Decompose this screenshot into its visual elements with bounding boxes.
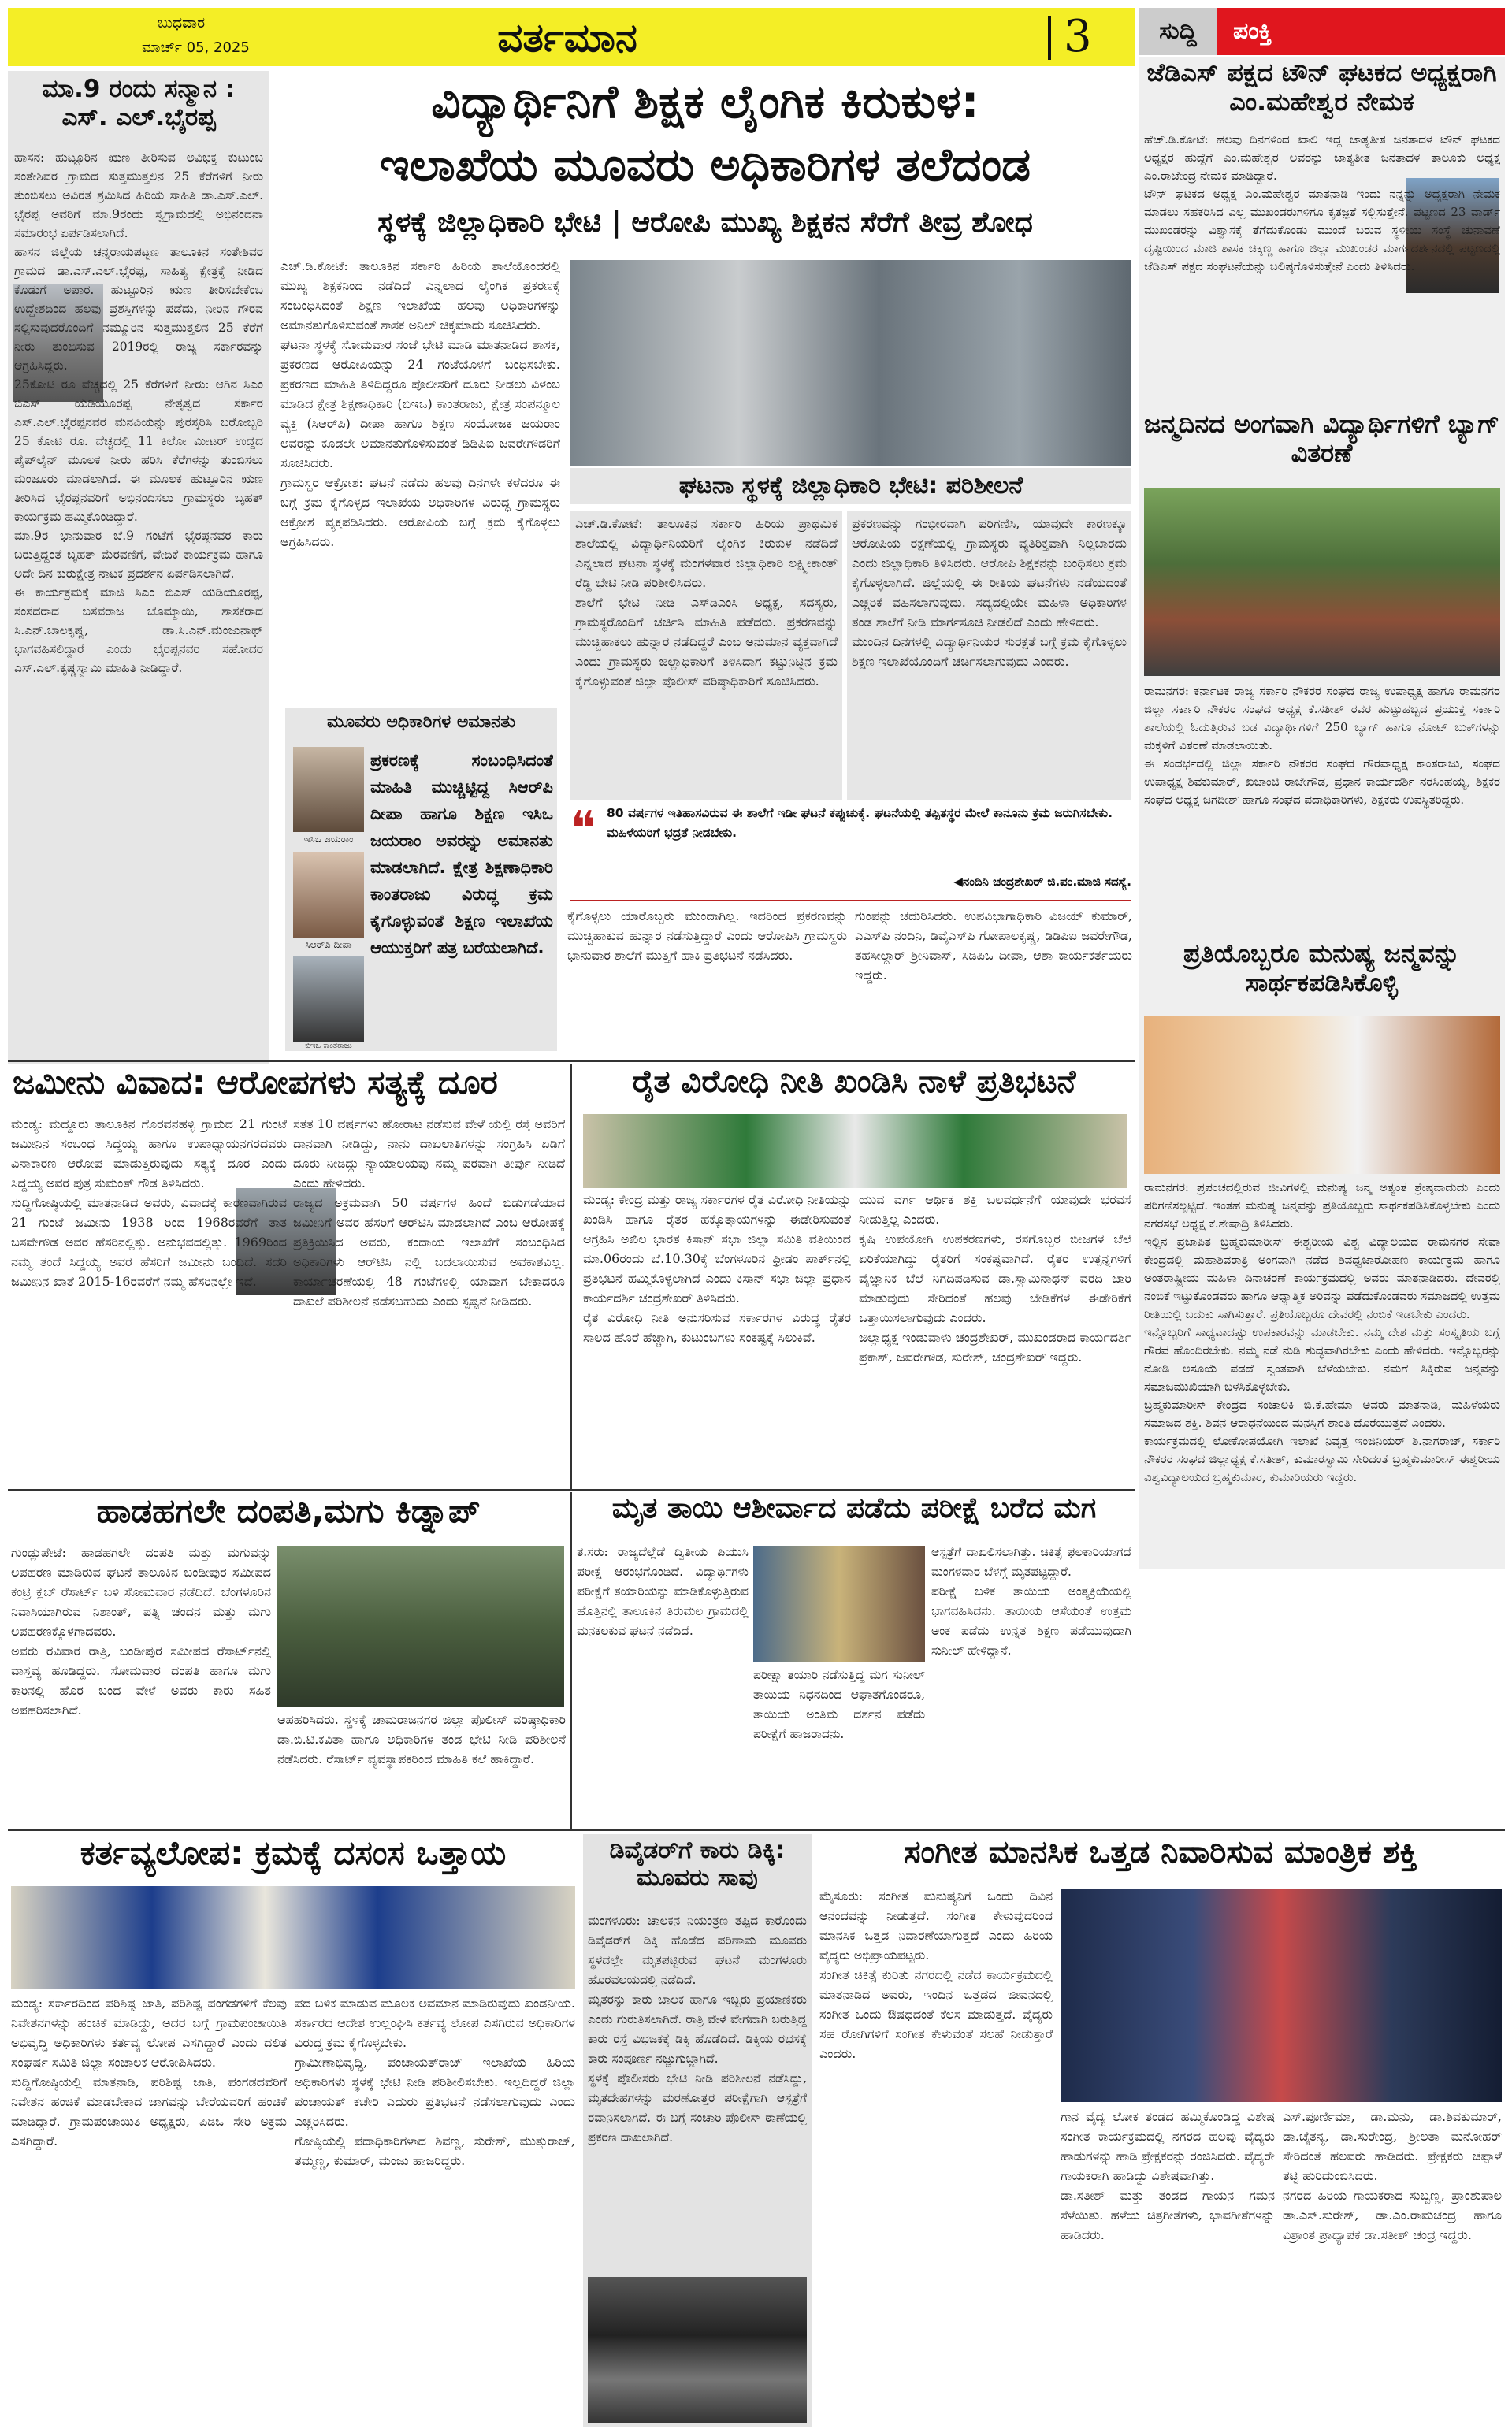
music-body-b: ಗಾನ ವೈದ್ಯ ಲೋಕ ತಂಡದ ಹಮ್ಮಿಕೊಂಡಿದ್ದ ವಿಶೇಷ ಸಂಗೀತ ಕಾರ್ಯಕ್ರಮದಲ್ಲಿ ನಗರದ ಹಲವು ವೈದ್ಯರು ಹಾಡುಗಳನ್ನು ಹಾಡಿ ಪ್ರೇಕ್ಷಕರನ್ನು ರಂಜಿಸಿದರು. ವೈದ್ಯರೇ ಗಾಯಕರಾಗಿ ಹಾಡಿದ್ದು ವಿಶೇಷವಾಗಿತ್ತು. ಡಾ.ಸತೀಶ್ ಮತ್ತು ತಂಡದ ಗಾಯನ ಗಮನ ಸೆಳೆಯಿತು. ಹಳೆಯ ಚಿತ್ರಗೀತೆಗಳು, ಭಾವಗೀತೆಗಳನ್ನು ಹಾಡಿದರು. xyxy=(1061,2109,1275,2242)
kartavya-body-b: ಪದ ಬಳಿಕ ಮಾಡುವ ಮೂಲಕ ಅವಮಾನ ಮಾಡಿರುವುದು ಖಂಡನೀಯ. ಸರ್ಕಾರದ ಆದೇಶ ಉಲ್ಲಂಘಿಸಿ ಕರ್ತವ್ಯ ಲೋಪ ಎಸಗಿರುವ ಅಧಿಕಾರಿಗಳ ವಿರುದ್ಧ ಕ್ರಮ ಕೈಗೊಳ್ಳಬೇಕು. ಗ್ರಾಮೀಣಾಭಿವೃದ್ಧಿ, ಪಂಚಾಯತ್‌ರಾಜ್ ಇಲಾಖೆಯ ಹಿರಿಯ ಅಧಿಕಾರಿಗಳು ಸ್ಥಳಕ್ಕೆ ಭೇಟಿ ನೀಡಿ ಪರಿಶೀಲಿಸಬೇಕು. ಇಲ್ಲದಿದ್ದರೆ ಜಿಲ್ಲಾ ಪಂಚಾಯತ್ ಕಚೇರಿ ಎದುರು ಪ್ರತಿಭಟನೆ ನಡೆಸಲಾಗುವುದು ಎಂದು ಎಚ್ಚರಿಸಿದರು. ಗೋಷ್ಠಿಯಲ್ಲಿ ಪದಾಧಿಕಾರಿಗಳಾದ ಶಿವಣ್ಣ, ಸುರೇಶ್, ಮುತ್ತುರಾಜ್, ತಮ್ಮಣ್ಣ, ಕುಮಾರ್, ಮಂಜು ಹಾಜರಿದ್ದರು. xyxy=(295,1996,575,2168)
kidnap-body-b: ಅಪಹರಿಸಿದರು. ಸ್ಥಳಕ್ಕೆ ಚಾಮರಾಜನಗರ ಜಿಲ್ಲಾ ಪೊಲೀಸ್ ವರಿಷ್ಠಾಧಿಕಾರಿ ಡಾ.ಬಿ.ಟಿ.ಕವಿತಾ ಹಾಗೂ ಅಧಿಕಾರಿಗಳ ತಂಡ ಭೇಟಿ ನೀಡಿ ಪರಿಶೀಲನೆ ನಡೆಸಿದರು. ರೆಸಾರ್ಟ್ ವ್ಯವಸ್ಥಾಪಕರಿಂದ ಮಾಹಿತಿ ಕಲೆ ಹಾಕಿದ್ದಾರೆ. xyxy=(277,1712,566,1766)
masthead-title: ವರ್ತಮಾನ xyxy=(497,15,637,61)
masthead-date: ಮಾರ್ಚ್ 05, 2025 xyxy=(142,39,250,56)
official-photo-3 xyxy=(293,956,364,1042)
music-headline: ಸಂಗೀತ ಮಾನಸಿಕ ಒತ್ತಡ ನಿವಾರಿಸುವ ಮಾಂತ್ರಿಕ ಶಕ್ತಿ xyxy=(904,1834,1417,1870)
bday-photo xyxy=(1144,488,1500,676)
quote-rule xyxy=(570,900,1131,901)
exam-body-a: ತ.ಸರು: ರಾಜ್ಯದೆಲ್ಲೆಡೆ ದ್ವಿತೀಯ ಪಿಯುಸಿ ಪರೀಕ್ಷೆ ಆರಂಭಗೊಂಡಿದೆ. ವಿದ್ಯಾರ್ಥಿಗಳು ಪರೀಕ್ಷೆಗೆ ತಯಾರಿಯನ್ನು ಮಾಡಿಕೊಳ್ಳುತ್ತಿರುವ ಹೊತ್ತಿನಲ್ಲಿ ತಾಲೂಕಿನ ತಿರುಮಲ ಗ್ರಾಮದಲ್ಲಿ ಮನಕಲಕುವ ಘಟನೆ ನಡೆದಿದೆ. xyxy=(577,1545,749,1638)
bday-headline: ಜನ್ಮದಿನದ ಅಂಗವಾಗಿ ವಿದ್ಯಾರ್ಥಿಗಳಿಗೆ ಬ್ಯಾಗ್ ವಿತರಣೆ xyxy=(1144,410,1499,468)
lead-headline-2: ಇಲಾಖೆಯ ಮೂವರು ಅಧಿಕಾರಿಗಳ ತಲೆದಂಡ xyxy=(379,139,1031,191)
official-caption-2: ಸಿಆರ್‌ಪಿ ದೀಪಾ xyxy=(305,939,352,950)
quote-mark-icon: ❝ xyxy=(570,808,596,849)
official-photo-2 xyxy=(293,852,364,938)
exam-photo xyxy=(753,1546,925,1662)
accident-photo xyxy=(588,2277,807,2423)
section-tag-a: ಸುದ್ದಿ xyxy=(1139,8,1217,55)
page-number: 3 xyxy=(1064,11,1092,62)
bday-body: ರಾಮನಗರ: ಕರ್ನಾಟಕ ರಾಜ್ಯ ಸರ್ಕಾರಿ ನೌಕರರ ಸಂಘದ ರಾಜ್ಯ ಉಪಾಧ್ಯಕ್ಷ ಹಾಗೂ ರಾಮನಗರ ಜಿಲ್ಲಾ ಸರ್ಕಾರಿ ನೌಕರರ ಸಂಘದ ಅಧ್ಯಕ್ಷ ಕೆ.ಸತೀಶ್ ರವರ ಹುಟ್ಟುಹಬ್ಬದ ಪ್ರಯುಕ್ತ ಸರ್ಕಾರಿ ಶಾಲೆಯಲ್ಲಿ ಓದುತ್ತಿರುವ ಬಡ ವಿದ್ಯಾರ್ಥಿಗಳಿಗೆ 250 ಬ್ಯಾಗ್ ಹಾಗೂ ನೋಟ್ ಬುಕ್‌ಗಳನ್ನು ಮಕ್ಕಳಿಗೆ ವಿತರಣೆ ಮಾಡಲಾಯಿತು. ಈ ಸಂದರ್ಭದಲ್ಲಿ ಜಿಲ್ಲಾ ಸರ್ಕಾರಿ ನೌಕರರ ಸಂಘದ ಗೌರವಾಧ್ಯಕ್ಷ ಕಾಂತರಾಜು, ಸಂಘದ ಉಪಾಧ್ಯಕ್ಷ ಶಿವಕುಮಾರ್, ಖಜಾಂಚಿ ರಾಜೇಗೌಡ, ಪ್ರಧಾನ ಕಾರ್ಯದರ್ಶಿ ನರಸಿಂಹಯ್ಯ, ಶಿಕ್ಷಕರ ಸಂಘದ ಅಧ್ಯಕ್ಷ ಜಗದೀಶ್ ಹಾಗೂ ಸಂಘದ ಪದಾಧಿಕಾರಿಗಳು, ಶಿಕ್ಷಕರು ಉಪಸ್ಥಿತರಿದ್ದರು. xyxy=(1144,684,1500,807)
kidnap-headline: ಹಾಡಹಗಲೇ ದಂಪತಿ,ಮಗು ಕಿಡ್ನಾಪ್ xyxy=(96,1492,481,1530)
official-photo-1 xyxy=(293,747,364,832)
farmer-headline: ರೈತ ವಿರೋಧಿ ನೀತಿ ಖಂಡಿಸಿ ನಾಳೆ ಪ್ರತಿಭಟನೆ xyxy=(632,1064,1076,1100)
row3-rule xyxy=(8,1489,1135,1491)
farmer-body-a: ಮಂಡ್ಯ: ಕೇಂದ್ರ ಮತ್ತು ರಾಜ್ಯ ಸರ್ಕಾರಗಳ ರೈತ ವಿರೋಧಿ ನೀತಿಯನ್ನು ಖಂಡಿಸಿ ಹಾಗೂ ರೈತರ ಹಕ್ಕೊತ್ತಾಯಗಳನ್ನು ಈಡೇರಿಸುವಂತೆ ಆಗ್ರಹಿಸಿ ಅಖಿಲ ಭಾರತ ಕಿಸಾನ್ ಸಭಾ ಜಿಲ್ಲಾ ಸಮಿತಿ ವತಿಯಿಂದ ಮಾ.06ರಂದು ಬೆ.10.30ಕ್ಕೆ ಬೆಂಗಳೂರಿನ ಫ್ರೀಡಂ ಪಾರ್ಕ್‌ನಲ್ಲಿ ಪ್ರತಿಭಟನೆ ಹಮ್ಮಿಕೊಳ್ಳಲಾಗಿದೆ ಎಂದು ಕಿಸಾನ್ ಸಭಾ ಜಿಲ್ಲಾ ಪ್ರಧಾನ ಕಾರ್ಯದರ್ಶಿ ಚಂದ್ರಶೇಖರ್ ತಿಳಿಸಿದರು. ರೈತ ವಿರೋಧಿ ನೀತಿ ಅನುಸರಿಸುವ ಸರ್ಕಾರಗಳ ವಿರುದ್ಧ ರೈತರ ಸಾಲದ ಹೊರೆ ಹೆಚ್ಚಾಗಿ, ಕುಟುಂಬಗಳು ಸಂಕಷ್ಟಕ್ಕೆ ಸಿಲುಕಿವೆ. xyxy=(583,1192,851,1345)
exam-headline: ಮೃತ ತಾಯಿ ಆಶೀರ್ವಾದ ಪಡೆದು ಪರೀಕ್ಷೆ ಬರೆದ ಮಗ xyxy=(611,1492,1097,1525)
official-caption-1: ಇಸಿಒ ಜಯರಾಂ xyxy=(303,834,354,845)
row2-vrule xyxy=(570,1064,572,1489)
lead-col4: ಕೈಗೊಳ್ಳಲು ಯಾರೊಬ್ಬರು ಮುಂದಾಗಿಲ್ಲ. ಇದರಿಂದ ಪ್ರಕರಣವನ್ನು ಮುಚ್ಚಿಹಾಕುವ ಹುನ್ನಾರ ನಡೆಸುತ್ತಿದ್ದಾರೆ ಎಂದು ಆರೋಪಿಸಿ ಗ್ರಾಮಸ್ಥರು ಭಾನುವಾರ ಶಾಲೆಗೆ ಮುತ್ತಿಗೆ ಹಾಕಿ ಪ್ರತಿಭಟನೆ ನಡೆಸಿದರು. xyxy=(567,908,847,963)
land-body-a: ಮಂಡ್ಯ: ಮದ್ದೂರು ತಾಲೂಕಿನ ಗೊರವನಹಳ್ಳಿ ಗ್ರಾಮದ 21 ಗುಂಟೆ ಜಮೀನಿನ ಸಂಬಂಧ ಸಿದ್ದಯ್ಯ ಹಾಗೂ ಉಪಾಧ್ಯಾಯನಗರದವರು ವಿನಾಕಾರಣ ಆರೋಪ ಮಾಡುತ್ತಿರುವುದು ಸತ್ಯಕ್ಕೆ ದೂರ ಎಂದು ಸಿದ್ದಯ್ಯ ಅವರ ಪುತ್ರ ಸುಮಂತ್ ಗೌಡ ತಿಳಿಸಿದರು. ಸುದ್ದಿಗೋಷ್ಠಿಯಲ್ಲಿ ಮಾತನಾಡಿದ ಅವರು, ವಿವಾದಕ್ಕೆ ಕಾರಣವಾಗಿರುವ 21 ಗುಂಟೆ ಜಮೀನು 1938 ರಿಂದ 1968ರವರೆಗೆ ತಾತ ಬಸವೇಗೌಡ ಅವರ ಹೆಸರಿನಲ್ಲಿತ್ತು. ಅನುಭವದಲ್ಲಿತ್ತು. 1969ರಿಂದ ನಮ್ಮ ತಂದೆ ಸಿದ್ದಯ್ಯ ಅವರ ಹೆಸರಿಗೆ ಜಮೀನು ಬಂದಿದೆ. ಸದರಿ ಜಮೀನಿನ ಖಾತೆ 2015-16ರವರೆಗೆ ನಮ್ಮ ಹೆಸರಿನಲ್ಲೇ ಇದೆ. xyxy=(11,1116,287,1289)
row2-rule xyxy=(8,1060,1135,1062)
exam-body-c: ಆಸ್ಪತ್ರೆಗೆ ದಾಖಲಿಸಲಾಗಿತ್ತು. ಚಿಕಿತ್ಸೆ ಫಲಕಾರಿಯಾಗದೆ ಮಂಗಳವಾರ ಬೆಳಗ್ಗೆ ಮೃತಪಟ್ಟಿದ್ದಾರೆ. ಪರೀಕ್ಷೆ ಬಳಿಕ ತಾಯಿಯ ಅಂತ್ಯಕ್ರಿಯೆಯಲ್ಲಿ ಭಾಗವಹಿಸಿದನು. ತಾಯಿಯ ಆಸೆಯಂತೆ ಉತ್ತಮ ಅಂಕ ಪಡೆದು ಉನ್ನತ ಶಿಕ್ಷಣ ಪಡೆಯುವುದಾಗಿ ಸುನೀಲ್ ಹೇಳಿದ್ದಾನೆ. xyxy=(931,1545,1131,1658)
divider-headline: ಡಿವೈಡರ್‌ಗೆ ಕಾರು ಡಿಕ್ಕಿ: ಮೂವರು ಸಾವು xyxy=(609,1837,786,1892)
sanmana-body: ಹಾಸನ: ಹುಟ್ಟೂರಿನ ಋಣ ತೀರಿಸುವ ಅವಿಭಕ್ತ ಕುಟುಂಬ ಸಂತೇಶಿವರ ಗ್ರಾಮದ ಸುತ್ತಮುತ್ತಲಿನ 25 ಕೆರೆಗಳಿಗೆ ನೀರು ತುಂಬಿಸಲು ಅವಿರತ ಶ್ರಮಿಸಿದ ಹಿರಿಯ ಸಾಹಿತಿ ಡಾ.ಎಸ್.ಎಲ್. ಭೈರಪ್ಪ ಅವರಿಗೆ ಮಾ.9ರಂದು ಸ್ವಗ್ರಾಮದಲ್ಲಿ ಅಭಿನಂದನಾ ಸಮಾರಂಭ ಏರ್ಪಡಿಸಲಾಗಿದೆ. ಹಾಸನ ಜಿಲ್ಲೆಯ ಚನ್ನರಾಯಪಟ್ಟಣ ತಾಲೂಕಿನ ಸಂತೇಶಿವರ ಗ್ರಾಮದ ಡಾ.ಎಸ್.ಎಲ್.ಭೈರಪ್ಪ, ಸಾಹಿತ್ಯ ಕ್ಷೇತ್ರಕ್ಕೆ ನೀಡಿದ ಕೊಡುಗೆ ಅಪಾರ. ಹುಟ್ಟೂರಿನ ಋಣ ತೀರಿಸಬೇಕೆಂಬ ಉದ್ದೇಶದಿಂದ ಹಲವು ಪ್ರಶಸ್ತಿಗಳನ್ನು ಪಡೆದು, ನೀರಿನ ಗೌರವ ಸಲ್ಲಿಸುವುದರೊಂದಿಗೆ ನಮ್ಮೂರಿನ ಸುತ್ತಮುತ್ತಲಿನ 25 ಕೆರೆಗೆ ನೀರು ತುಂಬಿಸುವ 2019ರಲ್ಲಿ ರಾಜ್ಯ ಸರ್ಕಾರವನ್ನು ಆಗ್ರಹಿಸಿದ್ದರು. 25ಕೋಟಿ ರೂ ವೆಚ್ಚದಲ್ಲಿ 25 ಕೆರೆಗಳಿಗೆ ನೀರು: ಆಗಿನ ಸಿಎಂ ಬಿಎಸ್ ಯಡಿಯೂರಪ್ಪ ನೇತೃತ್ವದ ಸರ್ಕಾರ ಎಸ್.ಎಲ್.ಭೈರಪ್ಪನವರ ಮನವಿಯನ್ನು ಪುರಸ್ಕರಿಸಿ ಬರೋಬ್ಬರಿ 25 ಕೋಟಿ ರೂ. ವೆಚ್ಚದಲ್ಲಿ 11 ಕಿಲೋ ಮೀಟರ್ ಉದ್ದದ ಪೈಪ್‌ಲೈನ್ ಮೂಲಕ ನೀರು ಹರಿಸಿ ಕೆರೆಗಳನ್ನು ತುಂಬಿಸಲು ಮಂಜೂರು ಮಾಡಲಾಗಿದೆ. ಈ ಮೂಲಕ ಹುಟ್ಟೂರಿನ ಋಣ ತೀರಿಸಿದ ಭೈರಪ್ಪನವರಿಗೆ ಅಭಿನಂದಿಸಲು ಗ್ರಾಮಸ್ಥರು ಬೃಹತ್ ಕಾರ್ಯಕ್ರಮ ಹಮ್ಮಿಕೊಂಡಿದ್ದಾರೆ. ಮಾ.9ರ ಭಾನುವಾರ ಬೆ.9 ಗಂಟೆಗೆ ಭೈರಪ್ಪನವರ ಕಾರು ಬರುತ್ತಿದ್ದಂತೆ ಬೃಹತ್ ಮೆರವಣಿಗೆ, ವೇದಿಕೆ ಕಾರ್ಯಕ್ರಮ ಹಾಗೂ ಅದೇ ದಿನ ಕುರುಕ್ಷೇತ್ರ ನಾಟಕ ಪ್ರದರ್ಶನ ಏರ್ಪಡಿಸಲಾಗಿದೆ. ಈ ಕಾರ್ಯಕ್ರಮಕ್ಕೆ ಮಾಜಿ ಸಿಎಂ ಬಿಎಸ್ ಯಡಿಯೂರಪ್ಪ, ಸಂಸದರಾದ ಬಸವರಾಜ ಬೊಮ್ಮಾಯಿ, ಶಾಸಕರಾದ ಸಿ.ಎನ್.ಬಾಲಕೃಷ್ಣ, ಡಾ.ಸಿ.ಎನ್.ಮಂಜುನಾಥ್ ಭಾಗವಹಿಸಲಿದ್ದಾರೆ ಎಂದು ಭೈರಪ್ಪನವರ ಸಹೋದರ ಎಸ್.ಎಲ್.ಕೃಷ್ಣಸ್ವಾಮಿ ಮಾಹಿತಿ ನೀಡಿದ್ದಾರೆ. xyxy=(14,150,263,675)
row4-rule xyxy=(8,1829,1505,1831)
lead-col2: ಎಚ್.ಡಿ.ಕೋಟೆ: ತಾಲೂಕಿನ ಸರ್ಕಾರಿ ಹಿರಿಯ ಪ್ರಾಥಮಿಕ ಶಾಲೆಯಲ್ಲಿ ವಿದ್ಯಾರ್ಥಿನಿಯರಿಗೆ ಲೈಂಗಿಕ ಕಿರುಕುಳ ನಡೆದಿದೆ ಎನ್ನಲಾದ ಘಟನಾ ಸ್ಥಳಕ್ಕೆ ಮಂಗಳವಾರ ಜಿಲ್ಲಾಧಿಕಾರಿ ಲಕ್ಷ್ಮೀಕಾಂತ್ ರೆಡ್ಡಿ ಭೇಟಿ ನೀಡಿ ಪರಿಶೀಲಿಸಿದರು. ಶಾಲೆಗೆ ಭೇಟಿ ನೀಡಿ ಎಸ್‌ಡಿಎಂಸಿ ಅಧ್ಯಕ್ಷ, ಸದಸ್ಯರು, ಗ್ರಾಮಸ್ಥರೊಂದಿಗೆ ಚರ್ಚಿಸಿ ಮಾಹಿತಿ ಪಡೆದರು. ಪ್ರಕರಣವನ್ನು ಮುಚ್ಚಿಹಾಕಲು ಹುನ್ನಾರ ನಡೆದಿದ್ದರೆ ಎಂಬ ಅನುಮಾನ ವ್ಯಕ್ತವಾಗಿದೆ ಎಂದು ಗ್ರಾಮಸ್ಥರು ಜಿಲ್ಲಾಧಿಕಾರಿಗೆ ತಿಳಿಸಿದಾಗ ಕಟ್ಟುನಿಟ್ಟಿನ ಕ್ರಮ ಕೈಗೊಳ್ಳುವಂತೆ ಜಿಲ್ಲಾ ಪೊಲೀಸ್ ವರಿಷ್ಠಾಧಿಕಾರಿಗೆ ಸೂಚಿಸಿದರು. xyxy=(570,511,842,800)
lead-quote: 80 ವರ್ಷಗಳ ಇತಿಹಾಸವಿರುವ ಈ ಶಾಲೆಗೆ ಇಡೀ ಘಟನೆ ಕಪ್ಪುಚುಕ್ಕೆ. ಘಟನೆಯಲ್ಲಿ ತಪ್ಪಿತಸ್ಥರ ಮೇಲೆ ಕಾನೂನು ಕ್ರಮ ಜರುಗಿಸಬೇಕು. ಮಹಿಳೆಯರಿಗೆ ಭದ್ರತೆ ನೀಡಬೇಕು. xyxy=(607,806,1113,840)
lead-subhead: ಸ್ಥಳಕ್ಕೆ ಜಿಲ್ಲಾಧಿಕಾರಿ ಭೇಟಿ | ಆರೋಪಿ ಮುಖ್ಯ ಶಿಕ್ಷಕನ ಸೆರೆಗೆ ತೀವ್ರ ಶೋಧ xyxy=(377,206,1033,239)
resort-photo xyxy=(277,1546,564,1707)
lead-photo-caption: ಘಟನಾ ಸ್ಥಳಕ್ಕೆ ಜಿಲ್ಲಾಧಿಕಾರಿ ಭೇಟಿ: ಪರಿಶೀಲನೆ xyxy=(570,468,1131,504)
life-body: ರಾಮನಗರ: ಪ್ರಪಂಚದಲ್ಲಿರುವ ಜೀವಿಗಳಲ್ಲಿ ಮನುಷ್ಯ ಜನ್ಮ ಅತ್ಯಂತ ಶ್ರೇಷ್ಠವಾದುದು ಎಂದು ಪರಿಗಣಿಸಲ್ಪಟ್ಟಿದೆ. ಇಂತಹ ಮನುಷ್ಯ ಜನ್ಮವನ್ನು ಪ್ರತಿಯೊಬ್ಬರು ಸಾರ್ಥಕಪಡಿಸಿಕೊಳ್ಳಬೇಕು ಎಂದು ನಗರಸಭೆ ಅಧ್ಯಕ್ಷ ಕೆ.ಶೇಷಾದ್ರಿ ತಿಳಿಸಿದರು. ಇಲ್ಲಿನ ಪ್ರಜಾಪಿತ ಬ್ರಹ್ಮಕುಮಾರೀಸ್ ಈಶ್ವರೀಯ ವಿಶ್ವ ವಿದ್ಯಾಲಯದ ರಾಮನಗರ ಸೇವಾ ಕೇಂದ್ರದಲ್ಲಿ ಮಹಾಶಿವರಾತ್ರಿ ಅಂಗವಾಗಿ ನಡೆದ ಶಿವಧ್ವಜಾರೋಹಣ ಕಾರ್ಯಕ್ರಮ ಹಾಗೂ ಅಂತರಾಷ್ಟ್ರೀಯ ಮಹಿಳಾ ದಿನಾಚರಣೆ ಕಾರ್ಯಕ್ರಮದಲ್ಲಿ ಅವರು ಮಾತನಾಡಿದರು. ದೇವರಲ್ಲಿ ನಂಬಿಕೆ ಇಟ್ಟುಕೊಂಡವರು ಹಾಗೂ ಆಧ್ಯಾತ್ಮಿಕ ಅರಿವನ್ನು ಪಡೆದುಕೊಂಡವರು ಸಮಾಜದಲ್ಲಿ ಉತ್ತಮ ರೀತಿಯಲ್ಲಿ ಬದುಕು ಸಾಗಿಸುತ್ತಾರೆ. ಪ್ರತಿಯೊಬ್ಬರೂ ದೇವರಲ್ಲಿ ನಂಬಿಕೆ ಇಡಬೇಕು ಎಂದರು. ಇನ್ನೊಬ್ಬರಿಗೆ ಸಾಧ್ಯವಾದಷ್ಟು ಉಪಕಾರವನ್ನು ಮಾಡಬೇಕು. ನಮ್ಮ ದೇಶ ಮತ್ತು ಸಂಸ್ಕೃತಿಯ ಬಗ್ಗೆ ಗೌರವ ಹೊಂದಿರಬೇಕು. ನಮ್ಮ ನಡೆ ನುಡಿ ಶುದ್ಧವಾಗಿರಬೇಕು ಎಂದು ಹೇಳಿದರು. ಇನ್ನೊಬ್ಬರನ್ನು ನೋಡಿ ಅಸೂಯೆ ಪಡದೆ ಸ್ವಂತವಾಗಿ ಬೆಳೆಯಬೇಕು. ನಮಗೆ ಸಿಕ್ಕಿರುವ ಜನ್ಮವನ್ನು ಸಮಾಜಮುಖಿಯಾಗಿ ಬಳಸಿಕೊಳ್ಳಬೇಕು. ಬ್ರಹ್ಮಕುಮಾರೀಸ್ ಕೇಂದ್ರದ ಸಂಚಾಲಕಿ ಬಿ.ಕೆ.ಹೇಮಾ ಅವರು ಮಾತನಾಡಿ, ಮಹಿಳೆಯರು ಸಮಾಜದ ಶಕ್ತಿ. ಶಿವನ ಆರಾಧನೆಯಿಂದ ಮನಸ್ಸಿಗೆ ಶಾಂತಿ ದೊರೆಯುತ್ತದೆ ಎಂದರು. ಕಾರ್ಯಕ್ರಮದಲ್ಲಿ ಲೋಕೋಪಯೋಗಿ ಇಲಾಖೆ ನಿವೃತ್ತ ಇಂಜಿನಿಯರ್ ಶಿ.ನಾಗರಾಜ್, ಸರ್ಕಾರಿ ನೌಕರರ ಸಂಘದ ಜಿಲ್ಲಾಧ್ಯಕ್ಷ ಕೆ.ಸತೀಶ್, ಕುಮಾರಸ್ವಾಮಿ ಸೇರಿದಂತೆ ಬ್ರಹ್ಮಕುಮಾರೀಸ್ ಈಶ್ವರೀಯ ವಿಶ್ವವಿದ್ಯಾಲಯದ ಬ್ರಹ್ಮಕುಮಾರ, ಕುಮಾರಿಯರು ಇದ್ದರು. xyxy=(1144,1180,1500,1484)
official-caption-3: ಬಿಇಒ ಕಾಂತರಾಜು xyxy=(305,1042,352,1050)
kartavya-photo xyxy=(11,1886,575,1989)
exam-body-b: ಪರೀಕ್ಷಾ ತಯಾರಿ ನಡೆಸುತ್ತಿದ್ದ ಮಗ ಸುನೀಲ್ ತಾಯಿಯ ನಿಧನದಿಂದ ಆಘಾತಗೊಂಡರೂ, ತಾಯಿಯ ಅಂತಿಮ ದರ್ಶನ ಪಡೆದು ಪರೀಕ್ಷೆಗೆ ಹಾಜರಾದನು. xyxy=(753,1668,925,1741)
kidnap-body-a: ಗುಂಡ್ಲುಪೇಟೆ: ಹಾಡಹಗಲೇ ದಂಪತಿ ಮತ್ತು ಮಗುವನ್ನು ಅಪಹರಣ ಮಾಡಿರುವ ಘಟನೆ ತಾಲೂಕಿನ ಬಂಡೀಪುರ ಸಮೀಪದ ಕಂಟ್ರಿ ಕ್ಲಬ್ ರೆಸಾರ್ಟ್ ಬಳಿ ಸೋಮವಾರ ನಡೆದಿದೆ. ಬೆಂಗಳೂರಿನ ನಿವಾಸಿಯಾಗಿರುವ ನಿಶಾಂತ್, ಪತ್ನಿ ಚಂದನ ಮತ್ತು ಮಗು ಅಪಹರಣಕ್ಕೊಳಗಾದವರು. ಅವರು ರವಿವಾರ ರಾತ್ರಿ, ಬಂಡೀಪುರ ಸಮೀಪದ ರೆಸಾರ್ಟ್‌ನಲ್ಲಿ ವಾಸ್ತವ್ಯ ಹೂಡಿದ್ದರು. ಸೋಮವಾರ ದಂಪತಿ ಹಾಗೂ ಮಗು ಕಾರಿನಲ್ಲಿ ಹೊರ ಬಂದ ವೇಳೆ ಅವರು ಕಾರು ಸಹಿತ ಅಪಹರಿಸಲಾಗಿದೆ. xyxy=(11,1545,271,1718)
lead-photo xyxy=(570,260,1131,466)
kartavya-body-a: ಮಂಡ್ಯ: ಸರ್ಕಾರದಿಂದ ಪರಿಶಿಷ್ಟ ಜಾತಿ, ಪರಿಶಿಷ್ಟ ಪಂಗಡಗಳಿಗೆ ಕೆಲವು ನಿವೇಶನಗಳನ್ನು ಹಂಚಿಕೆ ಮಾಡಿದ್ದು, ಅದರ ಬಗ್ಗೆ ಗ್ರಾಮಪಂಚಾಯಿತಿ ಅಭಿವೃದ್ಧಿ ಅಧಿಕಾರಿಗಳು ಕರ್ತವ್ಯ ಲೋಪ ಎಸಗಿದ್ದಾರೆ ಎಂದು ದಲಿತ ಸಂಘರ್ಷ ಸಮಿತಿ ಜಿಲ್ಲಾ ಸಂಚಾಲಕ ಆರೋಪಿಸಿದರು. ಸುದ್ದಿಗೋಷ್ಠಿಯಲ್ಲಿ ಮಾತನಾಡಿ, ಪರಿಶಿಷ್ಟ ಜಾತಿ, ಪಂಗಡದವರಿಗೆ ನಿವೇಶನ ಹಂಚಿಕೆ ಮಾಡಬೇಕಾದ ಜಾಗವನ್ನು ಬೇರೆಯವರಿಗೆ ಹಂಚಿಕೆ ಮಾಡಿದ್ದಾರೆ. ಗ್ರಾಮಪಂಚಾಯಿತಿ ಅಧ್ಯಕ್ಷರು, ಪಿಡಿಒ ಸೇರಿ ಅಕ್ರಮ ಎಸಗಿದ್ದಾರೆ. xyxy=(11,1996,287,2149)
land-body-b: ಸತತ 10 ವರ್ಷಗಳು ಹೋರಾಟ ನಡೆಸುವ ವೇಳೆ ಯಲ್ಲಿ ರಸ್ತೆ ಅವರಿಗೆ ದಾನವಾಗಿ ನೀಡಿದ್ದು, ನಾನು ದಾಖಲಾತಿಗಳನ್ನು ಸಂಗ್ರಹಿಸಿ ಏಡಿಗೆ ದೂರು ನೀಡಿದ್ದು ನ್ಯಾಯಾಲಯವು ನಮ್ಮ ಪರವಾಗಿ ತೀರ್ಪು ನೀಡಿದೆ ಎಂದು ಹೇಳಿದರು. ರಾಜ್ಯದ ಅಕ್ರಮವಾಗಿ 50 ವರ್ಷಗಳ ಹಿಂದೆ ಬಿಡುಗಡೆಯಾದ ಜಮೀನಿಗೆ ಅವರ ಹೆಸರಿಗೆ ಆರ್‌ಟಿಸಿ ಮಾಡಲಾಗಿದೆ ಎಂಬ ಆರೋಪಕ್ಕೆ ಪ್ರತಿಕ್ರಿಯಿಸಿದ ಅವರು, ಕಂದಾಯ ಇಲಾಖೆಗೆ ಸಂಬಂಧಿಸಿದ ಅಧಿಕಾರಿಗಳು ಆರ್‌ಟಿಸಿ ನಲ್ಲಿ ಬದಲಾಯಿಸುವ ಅವಕಾಶವಿಲ್ಲ. ಕಾರ್ಯಾಚರಣೆಯಲ್ಲಿ 48 ಗಂಟೆಗಳಲ್ಲಿ ಯಾವಾಗ ಬೇಕಾದರೂ ದಾಖಲೆ ಪರಿಶೀಲನೆ ನಡೆಸಬಹುದು ಎಂದು ಸ್ಪಷ್ಟನೆ ನೀಡಿದರು. xyxy=(293,1116,565,1309)
masthead-day: ಬುಧವಾರ xyxy=(158,14,206,32)
suspend-body: ಪ್ರಕರಣಕ್ಕೆ ಸಂಬಂಧಿಸಿದಂತೆ ಮಾಹಿತಿ ಮುಚ್ಚಿಟ್ಟಿದ್ದ ಸಿಆರ್‌ಪಿ ದೀಪಾ ಹಾಗೂ ಶಿಕ್ಷಣ ಇಸಿಒ ಜಯರಾಂ ಅವರನ್ನು ಅಮಾನತು ಮಾಡಲಾಗಿದೆ. ಕ್ಷೇತ್ರ ಶಿಕ್ಷಣಾಧಿಕಾರಿ ಕಾಂತರಾಜು ವಿರುದ್ಧ ಕ್ರಮ ಕೈಗೊಳ್ಳುವಂತೆ ಶಿಕ್ಷಣ ಇಲಾಖೆಯ ಆಯುಕ್ತರಿಗೆ ಪತ್ರ ಬರೆಯಲಾಗಿದೆ. xyxy=(370,751,553,957)
divider-body: ಮಂಗಳೂರು: ಚಾಲಕನ ನಿಯಂತ್ರಣ ತಪ್ಪಿದ ಕಾರೊಂದು ಡಿವೈಡರ್‌ಗೆ ಡಿಕ್ಕಿ ಹೊಡೆದ ಪರಿಣಾಮ ಮೂವರು ಸ್ಥಳದಲ್ಲೇ ಮೃತಪಟ್ಟಿರುವ ಘಟನೆ ಮಂಗಳೂರು ಹೊರವಲಯದಲ್ಲಿ ನಡೆದಿದೆ. ಮೃತರನ್ನು ಕಾರು ಚಾಲಕ ಹಾಗೂ ಇಬ್ಬರು ಪ್ರಯಾಣಿಕರು ಎಂದು ಗುರುತಿಸಲಾಗಿದೆ. ರಾತ್ರಿ ವೇಳೆ ವೇಗವಾಗಿ ಬರುತ್ತಿದ್ದ ಕಾರು ರಸ್ತೆ ವಿಭಜಕಕ್ಕೆ ಡಿಕ್ಕಿ ಹೊಡೆದಿದೆ. ಡಿಕ್ಕಿಯ ರಭಸಕ್ಕೆ ಕಾರು ಸಂಪೂರ್ಣ ನಜ್ಜುಗುಜ್ಜಾಗಿದೆ. ಸ್ಥಳಕ್ಕೆ ಪೊಲೀಸರು ಭೇಟಿ ನೀಡಿ ಪರಿಶೀಲನೆ ನಡೆಸಿದ್ದು, ಮೃತದೇಹಗಳನ್ನು ಮರಣೋತ್ತರ ಪರೀಕ್ಷೆಗಾಗಿ ಆಸ್ಪತ್ರೆಗೆ ರವಾನಿಸಲಾಗಿದೆ. ಈ ಬಗ್ಗೆ ಸಂಚಾರಿ ಪೊಲೀಸ್ ಠಾಣೆಯಲ್ಲಿ ಪ್ರಕರಣ ದಾಖಲಾಗಿದೆ. xyxy=(588,1914,807,2145)
row3-vrule xyxy=(570,1492,572,1831)
sanmana-headline: ಮಾ.9 ರಂದು ಸನ್ಮಾನ : ಎಸ್. ಎಲ್.ಭೈರಪ್ಪ xyxy=(42,76,236,132)
land-headline: ಜಮೀನು ವಿವಾದ: ಆರೋಪಗಳು ಸತ್ಯಕ್ಕೆ ದೂರ xyxy=(13,1064,498,1101)
suspend-title: ಮೂವರು ಅಧಿಕಾರಿಗಳ ಅಮಾನತು xyxy=(327,712,515,732)
life-headline: ಪ್ರತಿಯೊಬ್ಬರೂ ಮನುಷ್ಯ ಜನ್ಮವನ್ನು ಸಾರ್ಥಕಪಡಿಸಿಕೊಳ್ಳಿ xyxy=(1183,939,1460,997)
lead-col3: ಪ್ರಕರಣವನ್ನು ಗಂಭೀರವಾಗಿ ಪರಿಗಣಿಸಿ, ಯಾವುದೇ ಕಾರಣಕ್ಕೂ ಆರೋಪಿಯ ರಕ್ಷಣೆಯಲ್ಲಿ ಗ್ರಾಮಸ್ಥರು ವ್ಯತಿರಿಕ್ತವಾಗಿ ನಿಲ್ಲಬಾರದು ಎಂದು ಜಿಲ್ಲಾಧಿಕಾರಿ ತಿಳಿಸಿದರು. ಆರೋಪಿ ಶಿಕ್ಷಕನನ್ನು ಬಂಧಿಸಲು ಕ್ರಮ ಕೈಗೊಳ್ಳಲಾಗಿದೆ. ಜಿಲ್ಲೆಯಲ್ಲಿ ಈ ರೀತಿಯ ಘಟನೆಗಳು ನಡೆಯದಂತೆ ಎಚ್ಚರಿಕೆ ವಹಿಸಲಾಗುವುದು. ಸದ್ಯದಲ್ಲಿಯೇ ಮಹಿಳಾ ಅಧಿಕಾರಿಗಳ ತಂಡ ಶಾಲೆಗೆ ನೀಡಿ ಮಾರ್ಗಸೂಚಿ ನೀಡಲಿದೆ ಎಂದು ಹೇಳಿದರು. ಮುಂದಿನ ದಿನಗಳಲ್ಲಿ ವಿದ್ಯಾರ್ಥಿನಿಯರ ಸುರಕ್ಷತೆ ಬಗ್ಗೆ ಕ್ರಮ ಕೈಗೊಳ್ಳಲು ಶಿಕ್ಷಣ ಇಲಾಖೆಯೊಂದಿಗೆ ಚರ್ಚಿಸಲಾಗುವುದು ಎಂದರು. xyxy=(847,511,1131,800)
farmer-body-b: ಯುವ ವರ್ಗ ಆರ್ಥಿಕ ಶಕ್ತಿ ಬಲವರ್ಧನೆಗೆ ಯಾವುದೇ ಭರವಸೆ ನೀಡುತ್ತಿಲ್ಲ ಎಂದರು. ಕೃಷಿ ಉಪಯೋಗಿ ಉಪಕರಣಗಳು, ರಸಗೊಬ್ಬರ ಬೀಜಗಳ ಬೆಲೆ ಏರಿಕೆಯಾಗಿದ್ದು ರೈತರಿಗೆ ಸಂಕಷ್ಟವಾಗಿದೆ. ರೈತರ ಉತ್ಪನ್ನಗಳಿಗೆ ವೈಜ್ಞಾನಿಕ ಬೆಲೆ ನಿಗದಿಪಡಿಸುವ ಡಾ.ಸ್ವಾಮಿನಾಥನ್ ವರದಿ ಜಾರಿ ಮಾಡುವುದು ಸೇರಿದಂತೆ ಹಲವು ಬೇಡಿಕೆಗಳ ಈಡೇರಿಕೆಗೆ ಒತ್ತಾಯಿಸಲಾಗುವುದು ಎಂದರು. ಜಿಲ್ಲಾಧ್ಯಕ್ಷ ಇಂಡುವಾಳು ಚಂದ್ರಶೇಖರ್, ಮುಖಂಡರಾದ ಕಾರ್ಯದರ್ಶಿ ಪ್ರಕಾಶ್, ಜವರೇಗೌಡ, ಸುರೇಶ್, ಚಂದ್ರಶೇಖರ್ ಇದ್ದರು. xyxy=(859,1192,1131,1365)
music-photo xyxy=(1061,1889,1502,2102)
life-photo xyxy=(1144,1016,1500,1174)
farmer-photo xyxy=(583,1114,1127,1188)
lead-col1: ಎಚ್.ಡಿ.ಕೋಟೆ: ತಾಲೂಕಿನ ಸರ್ಕಾರಿ ಹಿರಿಯ ಶಾಲೆಯೊಂದರಲ್ಲಿ ಮುಖ್ಯ ಶಿಕ್ಷಕನಿಂದ ನಡೆದಿದೆ ಎನ್ನಲಾದ ಲೈಂಗಿಕ ಪ್ರಕರಣಕ್ಕೆ ಸಂಬಂಧಿಸಿದಂತೆ ಶಿಕ್ಷಣ ಇಲಾಖೆಯ ಹಲವು ಅಧಿಕಾರಿಗಳನ್ನು ಅಮಾನತುಗೊಳಿಸುವಂತೆ ಶಾಸಕ ಅನಿಲ್ ಚಿಕ್ಕಮಾದು ಸೂಚಿಸಿದರು. ಘಟನಾ ಸ್ಥಳಕ್ಕೆ ಸೋಮವಾರ ಸಂಜೆ ಭೇಟಿ ಮಾಡಿ ಮಾತನಾಡಿದ ಶಾಸಕ, ಪ್ರಕರಣದ ಆರೋಪಿಯನ್ನು 24 ಗಂಟೆಯೊಳಗೆ ಬಂಧಿಸಬೇಕು. ಪ್ರಕರಣದ ಮಾಹಿತಿ ತಿಳಿದಿದ್ದರೂ ಪೊಲೀಸರಿಗೆ ದೂರು ನೀಡಲು ವಿಳಂಬ ಮಾಡಿದ ಕ್ಷೇತ್ರ ಶಿಕ್ಷಣಾಧಿಕಾರಿ (ಬಿಇಒ) ಕಾಂತರಾಜು, ಕ್ಷೇತ್ರ ಸಂಪನ್ಮೂಲ ವ್ಯಕ್ತಿ (ಸಿಆರ್‌ಪಿ) ದೀಪಾ ಹಾಗೂ ಶಿಕ್ಷಣ ಸಂಯೋಜಕ ಜಯರಾಂ ಅವರನ್ನು ಕೂಡಲೇ ಅಮಾನತುಗೊಳಿಸುವಂತೆ ಡಿಡಿಪಿಐ ಜವರೇಗೌಡರಿಗೆ ಸೂಚಿಸಿದರು. ಗ್ರಾಮಸ್ಥರ ಆಕ್ರೋಶ: ಘಟನೆ ನಡೆದು ಹಲವು ದಿನಗಳೇ ಕಳೆದರೂ ಈ ಬಗ್ಗೆ ಕ್ರಮ ಕೈಗೊಳ್ಳದ ಇಲಾಖೆಯ ಅಧಿಕಾರಿಗಳ ವಿರುದ್ಧ ಗ್ರಾಮಸ್ಥರು ಆಕ್ರೋಶ ವ್ಯಕ್ತಪಡಿಸಿದರು. ಆರೋಪಿಯ ಬಗ್ಗೆ ಕ್ರಮ ಕೈಗೊಳ್ಳಲು ಆಗ್ರಹಿಸಿದರು. xyxy=(280,258,560,549)
kartavya-headline: ಕರ್ತವ್ಯಲೋಪ: ಕ್ರಮಕ್ಕೆ ದಸಂಸ ಒತ್ತಾಯ xyxy=(80,1834,507,1872)
music-body-c: ಎಸ್.ಪೂರ್ಣಿಮಾ, ಡಾ.ಮನು, ಡಾ.ಶಿವಕುಮಾರ್, ಡಾ.ಚೈತನ್ಯ, ಡಾ.ಸುರೇಂದ್ರ, ಶ್ರೀಲತಾ ಮನೋಹರ್ ಸೇರಿದಂತೆ ಹಲವರು ಹಾಡಿದರು. ಪ್ರೇಕ್ಷಕರು ಚಪ್ಪಾಳೆ ತಟ್ಟಿ ಹುರಿದುಂಬಿಸಿದರು. ನಗರದ ಹಿರಿಯ ಗಾಯಕರಾದ ಸುಬ್ಬಣ್ಣ, ಪ್ರಾಂಶುಪಾಲ ಡಾ.ಎಸ್.ಸುರೇಶ್, ಡಾ.ಎಂ.ರಾಮಚಂದ್ರ ಹಾಗೂ ವಿಶ್ರಾಂತ ಪ್ರಾಧ್ಯಾಪಕ ಡಾ.ಸತೀಶ್ ಚಂದ್ರ ಇದ್ದರು. xyxy=(1283,2109,1502,2242)
lead-col5: ಗುಂಪನ್ನು ಚದುರಿಸಿದರು. ಉಪವಿಭಾಗಾಧಿಕಾರಿ ವಿಜಯ್ ಕುಮಾರ್, ಎಎಸ್‌ಪಿ ನಂದಿನಿ, ಡಿವೈಎಸ್‌ಪಿ ಗೋಪಾಲಕೃಷ್ಣ, ಡಿಡಿಪಿಐ ಜವರೇಗೌಡ, ತಹಸೀಲ್ದಾರ್ ಶ್ರೀನಿವಾಸ್, ಸಿಡಿಪಿಒ ದೀಪಾ, ಆಶಾ ಕಾರ್ಯಕರ್ತೆಯರು ಇದ್ದರು. xyxy=(855,908,1132,982)
section-tag-b: ಪಂಕ್ತಿ xyxy=(1217,8,1505,55)
masthead-page-divider xyxy=(1048,16,1051,60)
lead-headline-1: ವಿದ್ಯಾರ್ಥಿನಿಗೆ ಶಿಕ್ಷಕ ಲೈಂಗಿಕ ಕಿರುಕುಳ: xyxy=(431,76,979,128)
jds-headline: ಜೆಡಿಎಸ್ ಪಕ್ಷದ ಟೌನ್ ಘಟಕದ ಅಧ್ಯಕ್ಷರಾಗಿ ಎಂ.ಮಹೇಶ್ವರ ನೇಮಕ xyxy=(1146,58,1497,117)
lead-quote-by: ◀ನಂದಿನಿ ಚಂದ್ರಶೇಖರ್ ಜಿ.ಪಂ.ಮಾಜಿ ಸದಸ್ಯೆ. xyxy=(953,875,1131,889)
music-body-a: ಮೈಸೂರು: ಸಂಗೀತ ಮನುಷ್ಯನಿಗೆ ಒಂದು ದಿವಿನ ಆನಂದವನ್ನು ನೀಡುತ್ತದೆ. ಸಂಗೀತ ಕೇಳುವುದರಿಂದ ಮಾನಸಿಕ ಒತ್ತಡ ನಿವಾರಣೆಯಾಗುತ್ತದೆ ಎಂದು ಹಿರಿಯ ವೈದ್ಯರು ಅಭಿಪ್ರಾಯಪಟ್ಟರು. ಸಂಗೀತ ಚಿಕಿತ್ಸೆ ಕುರಿತು ನಗರದಲ್ಲಿ ನಡೆದ ಕಾರ್ಯಕ್ರಮದಲ್ಲಿ ಮಾತನಾಡಿದ ಅವರು, ಇಂದಿನ ಒತ್ತಡದ ಜೀವನದಲ್ಲಿ ಸಂಗೀತ ಒಂದು ಔಷಧದಂತೆ ಕೆಲಸ ಮಾಡುತ್ತದೆ. ವೈದ್ಯರು ಸಹ ರೋಗಿಗಳಿಗೆ ಸಂಗೀತ ಕೇಳುವಂತೆ ಸಲಹೆ ನೀಡುತ್ತಾರೆ ಎಂದರು. xyxy=(819,1889,1053,2061)
jds-body: ಹೆಚ್.ಡಿ.ಕೋಟೆ: ಹಲವು ದಿನಗಳಿಂದ ಖಾಲಿ ಇದ್ದ ಜಾತ್ಯತೀತ ಜನತಾದಳ ಟೌನ್ ಘಟಕದ ಅಧ್ಯಕ್ಷರ ಹುದ್ದೆಗೆ ಎಂ.ಮಹೇಶ್ವರ ಅವರನ್ನು ಜಾತ್ಯತೀತ ಜನತಾದಳ ತಾಲೂಕು ಅಧ್ಯಕ್ಷ ಎಂ.ರಾಜೇಂದ್ರ ನೇಮಕ ಮಾಡಿದ್ದಾರೆ. ಟೌನ್ ಘಟಕದ ಅಧ್ಯಕ್ಷ ಎಂ.ಮಹೇಶ್ವರ ಮಾತನಾಡಿ ಇಂದು ನನ್ನನ್ನು ಅಧ್ಯಕ್ಷರಾಗಿ ನೇಮಕ ಮಾಡಲು ಸಹಕರಿಸಿದ ಎಲ್ಲ ಮುಖಂಡರುಗಳಿಗೂ ಕೃತಜ್ಞತೆ ಸಲ್ಲಿಸುತ್ತೇನೆ. ಪಟ್ಟಣದ 23 ವಾರ್ಡ್ ಮುಖಂಡರನ್ನು ವಿಶ್ವಾಸಕ್ಕೆ ತೆಗೆದುಕೊಂಡು ಮುಂದೆ ಬರುವ ಸ್ಥಳೀಯ ಸಂಸ್ಥೆ ಚುನಾವಣೆ ದೃಷ್ಟಿಯಿಂದ ಮಾಜಿ ಶಾಸಕ ಚಿಕ್ಕಣ್ಣ ಹಾಗೂ ಜಿಲ್ಲಾ ಮುಖಂಡರ ಮಾರ್ಗದರ್ಶನದಲ್ಲಿ ಪಟ್ಟಣದಲ್ಲಿ ಜೆಡಿಎಸ್ ಪಕ್ಷದ ಸಂಘಟನೆಯನ್ನು ಬಲಿಷ್ಠಗೊಳಿಸುತ್ತೇನೆ ಎಂದು ತಿಳಿಸಿದರು. xyxy=(1144,132,1500,273)
